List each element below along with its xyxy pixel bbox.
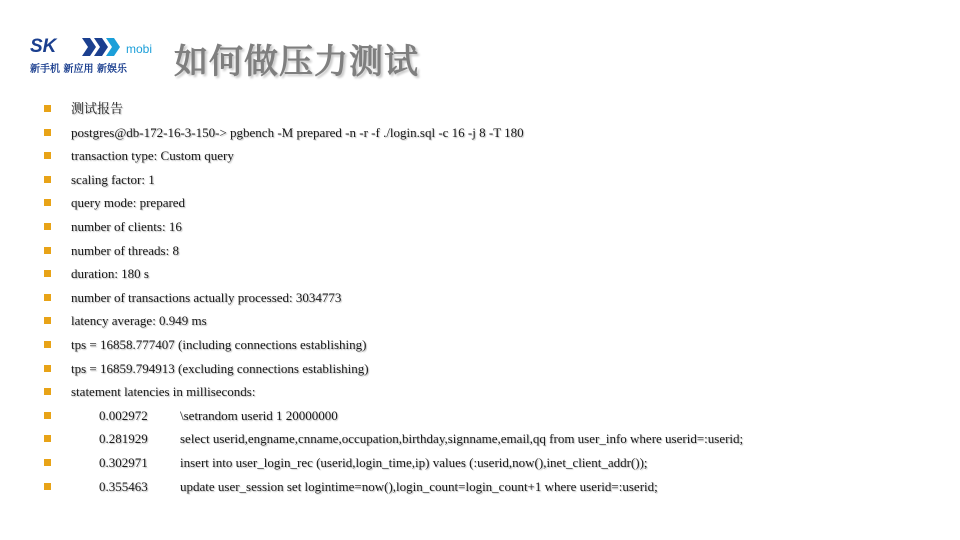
bullet-square-icon — [44, 435, 51, 442]
bullet-square-icon — [44, 129, 51, 136]
statement-latency: 0.002972 — [99, 407, 148, 423]
line-text: number of transactions actually processed: 3034773 — [71, 289, 342, 305]
statement-sql: select userid,engname,cnname,occupation,birthday,signname,email,qq from user_info where userid=:userid; — [180, 431, 744, 447]
bullet-square-icon — [44, 365, 51, 372]
line-text: query mode: prepared — [71, 195, 186, 211]
line-text: transaction type: Custom query — [71, 148, 234, 164]
statement-sql: insert into user_login_rec (userid,login_time,ip) values (:userid,now(),inet_client_addr()); — [180, 454, 648, 470]
bullet-square-icon — [44, 294, 51, 301]
bullet-square-icon — [44, 223, 51, 230]
line-text: latency average: 0.949 ms — [71, 313, 207, 329]
statement-sql: update user_session set logintime=now(),login_count=login_count+1 where userid=:userid; — [180, 478, 658, 494]
statement-latency: 0.302971 — [99, 454, 148, 470]
line-text: tps = 16858.777407 (including connections establishing) — [71, 336, 367, 352]
line-text: number of clients: 16 — [71, 218, 182, 234]
bullet-square-icon — [44, 412, 51, 419]
line-text: 测试报告 — [71, 101, 124, 116]
line-text: scaling factor: 1 — [71, 171, 155, 187]
bullet-square-icon — [44, 152, 51, 159]
logo-suffix: mobi — [126, 42, 153, 56]
bullet-square-icon — [44, 459, 51, 466]
bullet-square-icon — [44, 388, 51, 395]
logo — [30, 36, 154, 76]
statement-latency: 0.355463 — [99, 478, 148, 494]
logo-chevrons-icon — [82, 38, 122, 56]
slide-title: 如何做压力测试 — [174, 42, 419, 82]
line-text: number of threads: 8 — [71, 242, 179, 258]
bullet-square-icon — [44, 176, 51, 183]
logo-tagline: 新手机 新应用 新娱乐 — [30, 64, 127, 75]
logo-brand: SK — [30, 36, 57, 57]
bullet-square-icon — [44, 341, 51, 348]
bullet-square-icon — [44, 317, 51, 324]
line-text: postgres@db-172-16-3-150-> pgbench -M prepared -n -r -f ./login.sql -c 16 -j 8 -T 180 — [71, 124, 524, 140]
line-text: duration: 180 s — [71, 266, 149, 282]
bullet-square-icon — [44, 247, 51, 254]
bullet-square-icon — [44, 199, 51, 206]
line-text: statement latencies in milliseconds: — [71, 384, 256, 400]
bullet-square-icon — [44, 270, 51, 277]
bullet-square-icon — [44, 483, 51, 490]
statement-latency: 0.281929 — [99, 431, 148, 447]
bullet-square-icon — [44, 105, 51, 112]
statement-sql: \setrandom userid 1 20000000 — [180, 407, 338, 423]
line-text: tps = 16859.794913 (excluding connections establishing) — [71, 360, 369, 376]
